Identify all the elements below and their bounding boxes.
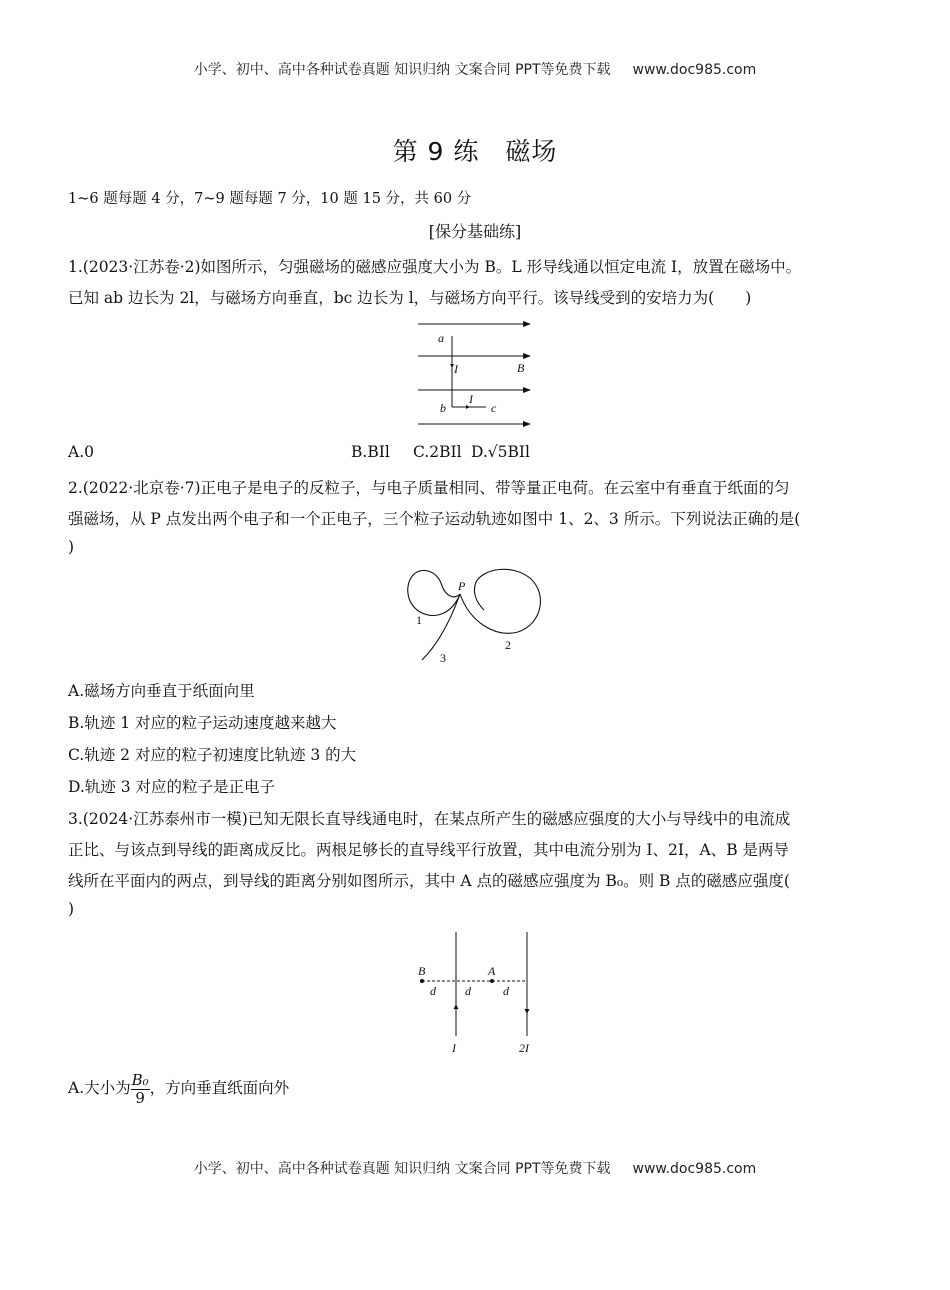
- q1-option-a[interactable]: A.0: [68, 443, 94, 461]
- footer-banner-text: 小学、初中、高中各种试卷真题 知识归纳 文案合同 PPT等免费下载: [193, 1161, 611, 1177]
- q1-figure: [410, 318, 540, 432]
- q2-option-b[interactable]: B.轨迹 1 对应的粒子运动速度越来越大: [68, 714, 337, 732]
- point-A: [490, 979, 494, 983]
- page-title: 第 9 练 磁场: [392, 137, 558, 166]
- banner-text: 小学、初中、高中各种试卷真题 知识归纳 文案合同 PPT等免费下载: [193, 62, 611, 78]
- q2-option-d[interactable]: D.轨迹 3 对应的粒子是正电子: [68, 778, 276, 796]
- q2-option-a[interactable]: A.磁场方向垂直于纸面向里: [68, 682, 255, 700]
- label-I: I: [452, 1041, 456, 1055]
- label-B: B: [517, 361, 525, 375]
- label-track-1: 1: [416, 613, 422, 627]
- q1-stem-line1: 1.(2023·江苏卷·2)如图所示，匀强磁场的磁感应强度大小为 B。L 形导线通以恒定电流 I，放置在磁场中。: [68, 258, 802, 276]
- label-a: a: [438, 331, 444, 345]
- current-arrow-I: [454, 1004, 459, 1009]
- q3-stem-line4: ): [68, 900, 75, 918]
- section-heading: [保分基础练]: [428, 222, 522, 241]
- label-c: c: [491, 401, 497, 415]
- fraction-denominator: 9: [135, 1088, 145, 1107]
- q3-option-a-prefix: A.大小为: [68, 1079, 131, 1097]
- q2-stem-line3: ): [68, 538, 75, 556]
- label-track-3: 3: [440, 651, 446, 665]
- label-A: A: [488, 964, 496, 978]
- q1-option-c[interactable]: C.2BIl: [413, 443, 462, 461]
- q1-option-d[interactable]: D.√5BIl: [471, 443, 531, 461]
- q3-stem-line3: 线所在平面内的两点，到导线的距离分别如图所示，其中 A 点的磁感应强度为 B₀。则 B 点的磁感应强度(: [68, 872, 790, 890]
- q2-option-c[interactable]: C.轨迹 2 对应的粒子初速度比轨迹 3 的大: [68, 746, 357, 764]
- q3-figure: [410, 928, 550, 1058]
- q1-option-b[interactable]: B.BIl: [351, 443, 390, 461]
- fraction-numerator: B₀: [131, 1071, 149, 1089]
- scoring-note: 1~6 题每题 4 分，7~9 题每题 7 分，10 题 15 分，共 60 分: [68, 191, 472, 207]
- q3-option-a[interactable]: [68, 1072, 289, 1106]
- q1-stem-line2: 已知 ab 边长为 2l，与磁场方向垂直，bc 边长为 l，与磁场方向平行。该导线受到的安培力为( ): [68, 289, 752, 307]
- label-2I: 2I: [519, 1041, 529, 1055]
- label-b: b: [440, 401, 446, 415]
- current-arrow-2I: [525, 1009, 530, 1014]
- track-1: [408, 570, 460, 615]
- banner-url[interactable]: www.doc985.com: [632, 62, 757, 78]
- fraction: [131, 1072, 150, 1106]
- q2-figure: [400, 562, 550, 668]
- track-2: [460, 569, 540, 633]
- label-I-ab: I: [454, 362, 458, 376]
- footer-banner: [0, 1158, 950, 1178]
- q2-stem-line2: 强磁场，从 P 点发出两个电子和一个正电子，三个粒子运动轨迹如图中 1、2、3 所示。下列说法正确的是(: [68, 510, 801, 528]
- label-d-1: d: [430, 984, 436, 998]
- label-P: P: [458, 579, 466, 593]
- q2-stem-line1: 2.(2022·北京卷·7)正电子是电子的反粒子，与电子质量相同、带等量正电荷。在云室中有垂直于纸面的匀: [68, 479, 790, 497]
- label-d-3: d: [503, 984, 509, 998]
- label-track-2: 2: [505, 638, 511, 652]
- point-B: [420, 979, 424, 983]
- q3-option-a-suffix: ，方向垂直纸面向外: [149, 1079, 290, 1097]
- label-d-2: d: [465, 984, 471, 998]
- q3-stem-line1: 3.(2024·江苏泰州市一模)已知无限长直导线通电时，在某点所产生的磁感应强度的大小与导线中的电流成: [68, 810, 791, 828]
- label-I-bc: I: [469, 392, 473, 406]
- q3-stem-line2: 正比、与该点到导线的距离成反比。两根足够长的直导线平行放置，其中电流分别为 I、2I，A、B 是两导: [68, 841, 790, 859]
- header-banner: [0, 59, 950, 79]
- footer-banner-url[interactable]: www.doc985.com: [632, 1161, 757, 1177]
- label-B: B: [418, 964, 426, 978]
